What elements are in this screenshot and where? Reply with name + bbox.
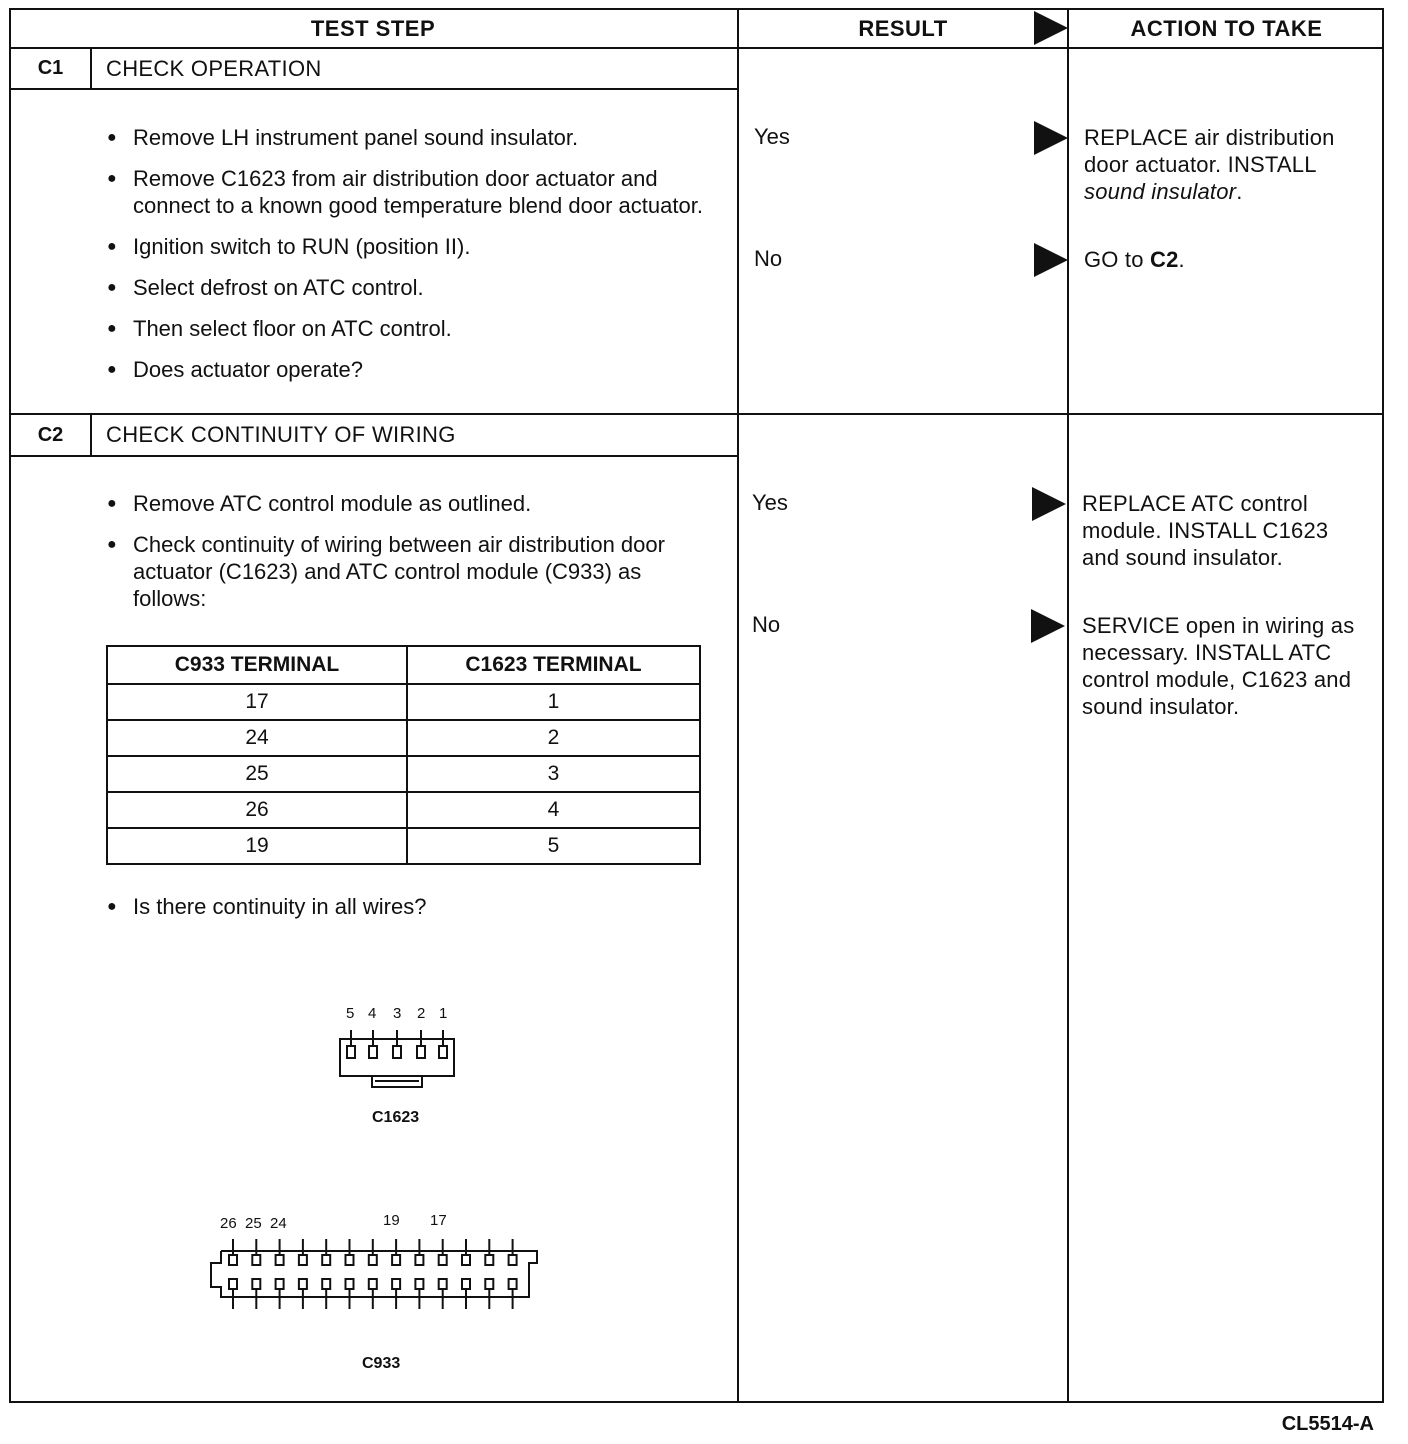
c933-pin: [299, 1255, 307, 1265]
pin-label: 1: [439, 1005, 448, 1022]
table-cell: 26: [107, 792, 407, 828]
pin-label: 26: [220, 1215, 237, 1232]
pin-label: 2: [417, 1005, 426, 1022]
header-action: ACTION TO TAKE: [1130, 16, 1323, 41]
list-item: ● Select defrost on ATC control.: [107, 274, 707, 301]
pin-label: 4: [368, 1005, 377, 1022]
c1-action-no-link: C2: [1150, 247, 1179, 272]
c933-pin: [322, 1279, 330, 1289]
c1-result-no: No: [754, 246, 783, 271]
c1-action-no-text: GO to: [1084, 247, 1150, 272]
c2-id-divider: [90, 413, 92, 456]
action-column-divider: [1067, 8, 1069, 1403]
c2-action-no: SERVICE open in wiring as necessary. INSTALL ATC control module, C1623 and sound insulator.: [1082, 613, 1355, 719]
column-header: C933 TERMINAL: [107, 646, 407, 684]
c2-result-yes: Yes: [752, 490, 788, 515]
c1-instructions: [107, 124, 707, 397]
c933-pin: [276, 1255, 284, 1265]
pin-label: 17: [430, 1212, 447, 1229]
list-item: ● Does actuator operate?: [107, 356, 707, 383]
c933-pin: [346, 1255, 354, 1265]
result-column-divider: [737, 8, 739, 1403]
list-item: ● Remove LH instrument panel sound insulator.: [107, 124, 707, 151]
table-header-row: [107, 646, 700, 684]
c933-pin: [415, 1279, 423, 1289]
figure-id: CL5514-A: [1281, 1413, 1374, 1435]
c1-action-no: [1084, 246, 1379, 273]
c933-pin: [276, 1279, 284, 1289]
table-cell: 25: [107, 756, 407, 792]
c933-pin: [229, 1255, 237, 1265]
c1-action-yes-tail: .: [1236, 179, 1243, 204]
table-row: [107, 792, 700, 828]
c1-action-no-tail: .: [1178, 247, 1185, 272]
c933-pin: [509, 1255, 517, 1265]
terminal-table: [106, 645, 701, 865]
pin-label: 24: [270, 1215, 287, 1232]
c933-pin: [322, 1255, 330, 1265]
list-item: ● Ignition switch to RUN (position II).: [107, 233, 707, 260]
pin-label: 25: [245, 1215, 262, 1232]
pin-label: 5: [346, 1005, 355, 1022]
c933-pin: [485, 1279, 493, 1289]
arrow-icon: [1034, 121, 1068, 155]
table-cell: 3: [407, 756, 700, 792]
c933-label: C933: [362, 1355, 401, 1372]
table-cell: 1: [407, 684, 700, 720]
c2-step-id: C2: [37, 423, 64, 446]
c1-step-id: C1: [37, 57, 64, 79]
c933-pin: [252, 1279, 260, 1289]
c933-pin: [509, 1279, 517, 1289]
c2-action-yes: REPLACE ATC control module. INSTALL C1623 and sound insulator.: [1082, 491, 1329, 570]
list-item: ● Is there continuity in all wires?: [107, 893, 707, 920]
c1623-label: C1623: [372, 1109, 420, 1126]
header-test-step: TEST STEP: [310, 16, 436, 41]
c1-action-yes: [1084, 124, 1379, 205]
c1-step-title: CHECK OPERATION: [106, 55, 322, 81]
c933-pin: [369, 1255, 377, 1265]
c1-action-yes-text: REPLACE air distribution door actuator. INSTALL: [1084, 125, 1335, 177]
header-arrow-icon: [1034, 11, 1068, 45]
table-row: [107, 684, 700, 720]
c933-pin: [229, 1279, 237, 1289]
c933-pin: [392, 1279, 400, 1289]
c933-pin: [369, 1279, 377, 1289]
arrow-icon: [1032, 487, 1066, 521]
c933-pin: [299, 1279, 307, 1289]
list-item: ● Check continuity of wiring between air distribution door actuator (C1623) and ATC control module (C933) as follows:: [107, 531, 707, 612]
column-header: C1623 TERMINAL: [407, 646, 700, 684]
arrow-icon: [1031, 609, 1065, 643]
c933-pin: [392, 1255, 400, 1265]
table-row: [107, 756, 700, 792]
c2-title-underline: [9, 455, 737, 457]
table-cell: 4: [407, 792, 700, 828]
c1623-connector-drawing: [330, 1024, 470, 1094]
c933-pin: [346, 1279, 354, 1289]
c933-pin: [485, 1255, 493, 1265]
table-cell: 19: [107, 828, 407, 864]
table-cell: 2: [407, 720, 700, 756]
c933-pin: [415, 1255, 423, 1265]
arrow-icon: [1034, 243, 1068, 277]
table-cell: 17: [107, 684, 407, 720]
c2-question: [107, 893, 707, 934]
c1-title-underline: [9, 88, 737, 90]
c2-instructions: [107, 490, 707, 626]
c2-result-no: No: [752, 612, 781, 637]
pin-label: 19: [383, 1212, 400, 1229]
table-row: [107, 720, 700, 756]
table-row: [107, 828, 700, 864]
c1-id-divider: [90, 47, 92, 89]
list-item: ● Remove ATC control module as outlined.: [107, 490, 707, 517]
c933-pin: [439, 1255, 447, 1265]
c933-pin: [252, 1255, 260, 1265]
header-result: RESULT: [858, 16, 948, 41]
list-item: ● Then select floor on ATC control.: [107, 315, 707, 342]
c1-result-yes: Yes: [754, 124, 790, 149]
c1-action-yes-italic: sound insulator: [1084, 179, 1237, 204]
c933-pin: [462, 1279, 470, 1289]
table-cell: 24: [107, 720, 407, 756]
list-item: ● Remove C1623 from air distribution door actuator and connect to a known good temperature blend door actuator.: [107, 165, 707, 219]
c933-pin: [439, 1279, 447, 1289]
c933-connector-drawing: [205, 1235, 545, 1315]
c933-pin: [462, 1255, 470, 1265]
table-cell: 5: [407, 828, 700, 864]
pin-label: 3: [393, 1005, 402, 1022]
c2-step-title: CHECK CONTINUITY OF WIRING: [106, 422, 456, 447]
